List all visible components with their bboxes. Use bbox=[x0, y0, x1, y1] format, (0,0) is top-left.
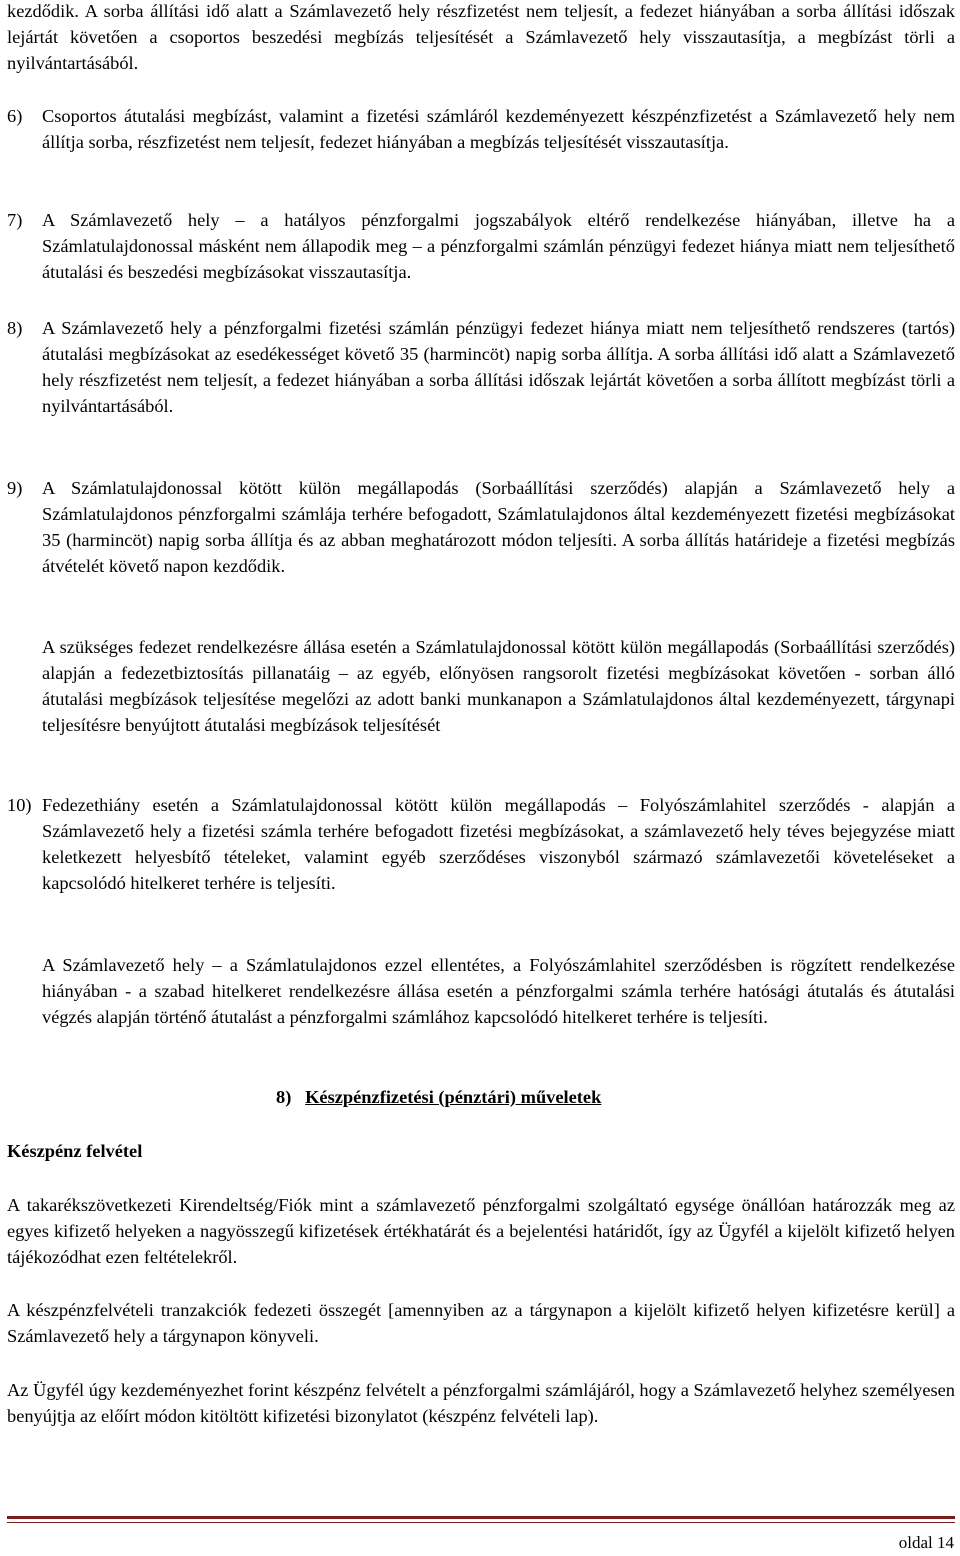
list-item-10-continued: A Számlavezető hely – a Számlatulajdonos ezzel ellentétes, a Folyószámlahitel szerződésben is rögzített rendelkezése hiányában - a szabad hitelkeret rendelkezésre állása esetén a pénzforgalmi számla terhére hatósági átutalás és átutalási végzés alapján történő átutalást a pénzforgalmi számlához kapcsolódó hitelkeret terhére is teljesíti. bbox=[42, 955, 955, 1027]
section-heading bbox=[276, 1084, 601, 1110]
list-number-10: 10) bbox=[7, 795, 32, 815]
list-number-9: 9) bbox=[7, 478, 23, 498]
footer-rule bbox=[7, 1516, 955, 1523]
list-number-6: 6) bbox=[7, 106, 23, 126]
body-paragraph-3: Az Ügyfél úgy kezdeményezhet forint készpénz felvételt a pénzforgalmi számlájáról, hogy a Számlavezető helyhez személyesen benyújtja az előírt módon kitöltött kifizetési bizonylatot (készpénz felvételi lap). bbox=[7, 1380, 955, 1426]
list-item-10: Fedezethiány esetén a Számlatulajdonossal kötött külön megállapodás – Folyószámlahitel szerződés - alapján a Számlavezető hely a fizetési számla terhére befogadott fizetési megbízásokat, a számlavezető hely téves bejegyzése miatt keletkezett helyesbítő tételeket, valamint egyéb szerződéses viszonyból származó számlavezetői követeléseket a kapcsolódó hitelkeret terhére is teljesíti. bbox=[42, 795, 955, 893]
list-number-8: 8) bbox=[7, 318, 23, 338]
paragraph-continuation: kezdődik. A sorba állítási idő alatt a Számlavezető hely részfizetést nem teljesít, a fedezet hiányában a sorba állítási időszak lejártát követően a csoportos beszedési megbízás teljesítését a Számlavezető hely visszautasítja, a megbízást törli a nyilvántartásából. bbox=[7, 1, 955, 73]
list-item-9-continued: A szükséges fedezet rendelkezésre állása esetén a Számlatulajdonossal kötött külön megállapodás (Sorbaállítási szerződés) alapján a fedezetbiztosítás pillanatáig – az egyéb, előnyösen rangsorolt fizetési megbízásokat követően - sorban álló átutalási megbízások teljesítése megelőzi az adott banki munkanapon a Számlatulajdonos által kezdeményezett, tárgynapi teljesítésre benyújtott átutalási megbízások teljesítését bbox=[42, 637, 955, 735]
list-number-7: 7) bbox=[7, 210, 23, 230]
list-item-9: A Számlatulajdonossal kötött külön megállapodás (Sorbaállítási szerződés) alapján a Számlavezető hely a Számlatulajdonos pénzforgalmi számlája terhére befogadott, Számlatulajdonos által kezdeményezett fizetési megbízásokat 35 (harmincöt) napig sorba állítja és az abban meghatározott módon teljesíti. A sorba állítás határideje a fizetési megbízás átvételét követő napon kezdődik. bbox=[42, 478, 955, 576]
page-number: oldal 14 bbox=[898, 1533, 954, 1552]
body-paragraph-1: A takarékszövetkezeti Kirendeltség/Fiók mint a számlavezető pénzforgalmi szolgáltató egysége önállóan határozzák meg az egyes kifizető helyeken a nagyösszegű kifizetések értékhatárát és a bejelentési határidőt, így az Ügyfél a kijelölt kifizető helyen tájékozódhat ezen feltételekről. bbox=[7, 1195, 955, 1267]
section-title: Készpénzfizetési (pénztári) műveletek bbox=[305, 1087, 602, 1107]
subheading: Készpénz felvétel bbox=[7, 1141, 143, 1161]
list-item-6: Csoportos átutalási megbízást, valamint a fizetési számláról kezdeményezett készpénzfizetést a Számlavezető hely nem állítja sorba, részfizetést nem teljesít, fedezet hiányában a megbízás teljesítését visszautasítja. bbox=[42, 106, 955, 152]
body-paragraph-2: A készpénzfelvételi tranzakciók fedezeti összegét [amennyiben az a tárgynapon a kijelölt kifizető helyen kifizetésre kerül] a Számlavezető hely a tárgynapon könyveli. bbox=[7, 1300, 955, 1346]
list-item-7: A Számlavezető hely – a hatályos pénzforgalmi jogszabályok eltérő rendelkezése hiányában, illetve ha a Számlatulajdonossal másként nem állapodik meg – a pénzforgalmi számlán pénzügyi fedezet hiánya miatt nem teljesíthető átutalási és beszedési megbízásokat visszautasítja. bbox=[42, 210, 955, 282]
section-number: 8) bbox=[276, 1087, 292, 1107]
list-item-8: A Számlavezető hely a pénzforgalmi fizetési számlán pénzügyi fedezet hiánya miatt nem teljesíthető rendszeres (tartós) átutalási megbízásokat az esedékességet követő 35 (harmincöt) napig sorba állítja. A sorba állítási idő alatt a Számlavezető hely részfizetést nem teljesít, a fedezet hiányában a sorba állítási időszak lejártát követően a sorba állított megbízást törli a nyilvántartásából. bbox=[42, 318, 955, 416]
